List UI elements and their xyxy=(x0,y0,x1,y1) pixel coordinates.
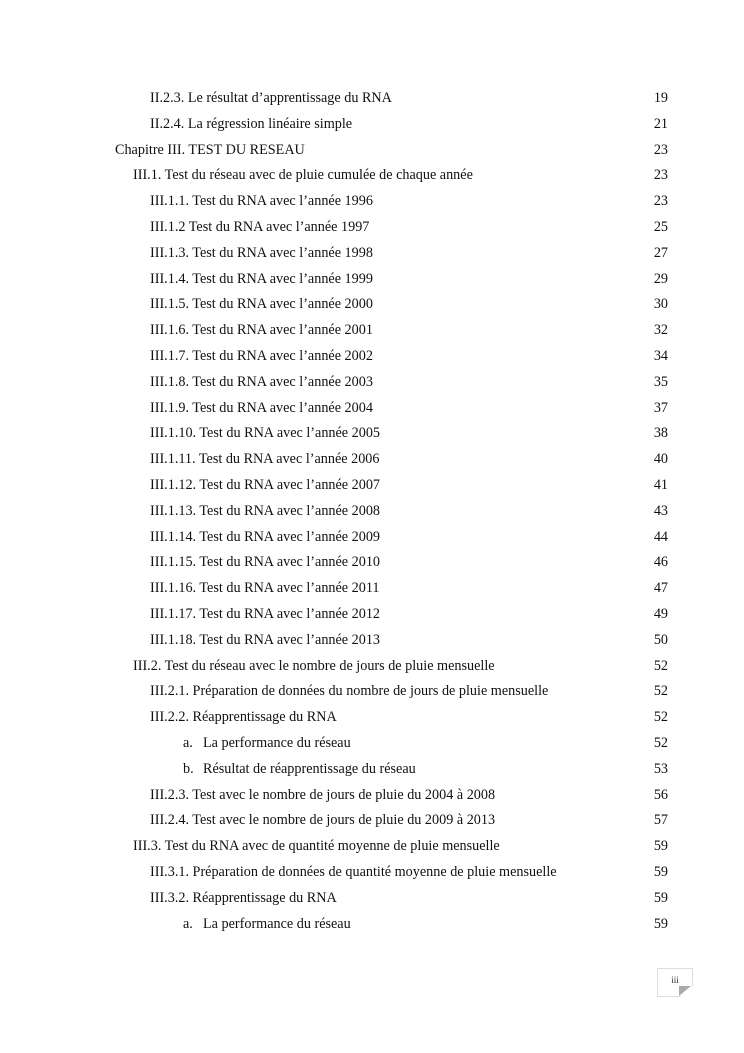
toc-entry-page: 37 xyxy=(653,399,668,416)
toc-entry-label: b. xyxy=(183,760,194,777)
toc-entry-text: III.1.10. Test du RNA avec l’année 2005 xyxy=(150,425,381,442)
toc-entry-title xyxy=(150,861,557,883)
toc-entry-page: 21 xyxy=(653,115,668,132)
toc-entry[interactable] xyxy=(0,913,744,939)
toc-entry-title xyxy=(150,448,380,470)
toc-entry-text: II.2.4. La régression linéaire simple xyxy=(150,115,353,132)
toc-entry-page: 23 xyxy=(653,193,668,210)
toc-entry[interactable] xyxy=(0,293,744,319)
toc-entry-page: 23 xyxy=(653,167,668,184)
toc-entry[interactable] xyxy=(0,371,744,397)
toc-entry-page: 49 xyxy=(653,605,668,622)
toc-entry-text: III.2.3. Test avec le nombre de jours de pluie du 2004 à 2008 xyxy=(150,786,496,803)
toc-entry-page: 27 xyxy=(653,244,668,261)
toc-entry[interactable] xyxy=(0,139,744,165)
toc-entry-text: III.3.1. Préparation de données de quantité moyenne de pluie mensuelle xyxy=(150,863,557,880)
toc-entry[interactable] xyxy=(0,732,744,758)
toc-entry[interactable] xyxy=(0,319,744,345)
toc-entry-text: La performance du réseau xyxy=(203,915,351,932)
toc-entry-text: III.1.9. Test du RNA avec l’année 2004 xyxy=(150,399,373,416)
toc-entry[interactable] xyxy=(0,422,744,448)
toc-entry-page: 23 xyxy=(653,141,668,158)
toc-entry-text: III.1.18. Test du RNA avec l’année 2013 xyxy=(150,631,381,648)
toc-entry-page: 29 xyxy=(653,270,668,287)
toc-entry-title xyxy=(150,242,373,264)
toc-entry-title xyxy=(150,345,373,367)
toc-entry[interactable] xyxy=(0,190,744,216)
toc-entry[interactable] xyxy=(0,551,744,577)
toc-entry-text: III.1.4. Test du RNA avec l’année 1999 xyxy=(150,270,373,287)
toc-entry[interactable] xyxy=(0,268,744,294)
toc-entry-page: 50 xyxy=(653,631,668,648)
toc-entry[interactable] xyxy=(0,164,744,190)
toc-entry-label: a. xyxy=(183,915,193,932)
toc-entry-title xyxy=(150,680,548,702)
toc-entry[interactable] xyxy=(0,345,744,371)
toc-entry[interactable] xyxy=(0,113,744,139)
toc-entry[interactable] xyxy=(0,809,744,835)
toc-entry-title xyxy=(150,293,373,315)
toc-entry-title xyxy=(150,887,337,909)
toc-entry[interactable] xyxy=(0,603,744,629)
toc-entry-title xyxy=(150,216,369,238)
toc-entry-title xyxy=(150,784,495,806)
toc-entry-title xyxy=(150,577,380,599)
toc-entry-text: Résultat de réapprentissage du réseau xyxy=(203,760,416,777)
toc-entry-text: III.3. Test du RNA avec de quantité moyenne de pluie mensuelle xyxy=(133,838,500,855)
toc-entry-text: Chapitre III. TEST DU RESEAU xyxy=(115,141,305,158)
toc-entry-title xyxy=(150,371,373,393)
toc-entry[interactable] xyxy=(0,784,744,810)
toc-entry-page: 52 xyxy=(653,657,668,674)
toc-entry-text: III.1.14. Test du RNA avec l’année 2009 xyxy=(150,528,381,545)
toc-entry[interactable] xyxy=(0,87,744,113)
toc-entry-text: III.3.2. Réapprentissage du RNA xyxy=(150,889,337,906)
toc-entry[interactable] xyxy=(0,887,744,913)
toc-entry-page: 46 xyxy=(653,554,668,571)
toc-entry-text: La performance du réseau xyxy=(203,734,351,751)
toc-entry-title xyxy=(133,835,500,857)
toc-entry-title xyxy=(150,190,373,212)
toc-entry-text: III.1.13. Test du RNA avec l’année 2008 xyxy=(150,502,381,519)
toc-entry-text: III.1.17. Test du RNA avec l’année 2012 xyxy=(150,605,381,622)
toc-entry-title xyxy=(133,164,473,186)
toc-entry-title xyxy=(150,397,373,419)
toc-entry[interactable] xyxy=(0,526,744,552)
toc-entry-title xyxy=(133,655,495,677)
toc-entry-title xyxy=(115,139,305,161)
toc-entry-text: III.1.1. Test du RNA avec l’année 1996 xyxy=(150,193,373,210)
toc-entry-page: 59 xyxy=(653,863,668,880)
toc-entry-text: III.1.8. Test du RNA avec l’année 2003 xyxy=(150,373,373,390)
toc-entry-text: II.2.3. Le résultat d’apprentissage du RNA xyxy=(150,90,392,106)
toc-entry[interactable] xyxy=(0,474,744,500)
toc-entry-page: 59 xyxy=(653,915,668,932)
toc-entry[interactable] xyxy=(0,835,744,861)
toc-entry-text: III.2. Test du réseau avec le nombre de jours de pluie mensuelle xyxy=(133,657,495,674)
toc-entry-page: 43 xyxy=(653,502,668,519)
toc-entry[interactable] xyxy=(0,397,744,423)
toc-entry-page: 52 xyxy=(653,709,668,726)
toc-entry[interactable] xyxy=(0,448,744,474)
toc-entry[interactable] xyxy=(0,706,744,732)
toc-entry-title xyxy=(150,319,373,341)
toc-entry-page: 19 xyxy=(653,90,668,106)
toc-entry-text: III.1.3. Test du RNA avec l’année 1998 xyxy=(150,244,373,261)
toc-entry-page: 41 xyxy=(653,476,668,493)
toc-entry-page: 32 xyxy=(653,322,668,339)
toc-entry[interactable] xyxy=(0,577,744,603)
toc-entry-page: 47 xyxy=(653,580,668,597)
toc-entry-text: III.1.11. Test du RNA avec l’année 2006 xyxy=(150,451,380,468)
toc-entry-title xyxy=(183,732,351,754)
toc-entry[interactable] xyxy=(0,216,744,242)
toc-entry-text: III.1.2 Test du RNA avec l’année 1997 xyxy=(150,218,370,235)
toc-entry[interactable] xyxy=(0,758,744,784)
toc-entry-page: 25 xyxy=(653,218,668,235)
toc-entry-page: 40 xyxy=(653,451,668,468)
toc-entry-text: III.2.1. Préparation de données du nombre de jours de pluie mensuelle xyxy=(150,683,549,700)
toc-entry-text: III.2.2. Réapprentissage du RNA xyxy=(150,709,337,726)
toc-entry-page: 34 xyxy=(653,347,668,364)
toc-entry-text: III.1. Test du réseau avec de pluie cumulée de chaque année xyxy=(133,167,473,184)
toc-entry-text: III.1.15. Test du RNA avec l’année 2010 xyxy=(150,554,381,571)
toc-entry-text: III.1.12. Test du RNA avec l’année 2007 xyxy=(150,476,381,493)
toc-entry[interactable] xyxy=(0,500,744,526)
toc-entry-title xyxy=(183,758,416,780)
toc-entry-page: 52 xyxy=(653,734,668,751)
toc-entry-page: 38 xyxy=(653,425,668,442)
toc-entry[interactable] xyxy=(0,680,744,706)
toc-entry-title xyxy=(150,603,380,625)
toc-entry[interactable] xyxy=(0,242,744,268)
page-number: iii xyxy=(671,975,679,985)
toc-entry-title xyxy=(150,87,392,109)
toc-entry-title xyxy=(150,268,373,290)
toc-entry[interactable] xyxy=(0,861,744,887)
toc-entry-page: 35 xyxy=(653,373,668,390)
toc-entry[interactable] xyxy=(0,655,744,681)
toc-entry-page: 53 xyxy=(653,760,668,777)
toc-entry-page: 44 xyxy=(653,528,668,545)
toc-entry-label: a. xyxy=(183,734,193,751)
toc-entry-title xyxy=(150,113,352,135)
toc-entry-title xyxy=(150,526,380,548)
toc-entry-text: III.1.7. Test du RNA avec l’année 2002 xyxy=(150,347,373,364)
toc-entry-title xyxy=(150,551,380,573)
toc-entry-title xyxy=(150,629,380,651)
toc-entry-title xyxy=(183,913,351,935)
toc-entry-page: 56 xyxy=(653,786,668,803)
toc-entry-page: 52 xyxy=(653,683,668,700)
toc-entry-page: 59 xyxy=(653,889,668,906)
toc-entry[interactable] xyxy=(0,629,744,655)
toc-entry-text: III.1.16. Test du RNA avec l’année 2011 xyxy=(150,580,380,597)
table-of-contents xyxy=(0,87,744,938)
toc-entry-title xyxy=(150,500,380,522)
toc-entry-title xyxy=(150,809,495,831)
toc-entry-page: 59 xyxy=(653,838,668,855)
toc-entry-title xyxy=(150,422,380,444)
page-number-box xyxy=(657,968,693,997)
toc-entry-text: III.1.6. Test du RNA avec l’année 2001 xyxy=(150,322,373,339)
toc-entry-page: 30 xyxy=(653,296,668,313)
toc-entry-text: III.2.4. Test avec le nombre de jours de pluie du 2009 à 2013 xyxy=(150,812,496,829)
toc-entry-title xyxy=(150,706,337,728)
toc-entry-text: III.1.5. Test du RNA avec l’année 2000 xyxy=(150,296,373,313)
toc-entry-page: 57 xyxy=(653,812,668,829)
toc-entry-title xyxy=(150,474,380,496)
